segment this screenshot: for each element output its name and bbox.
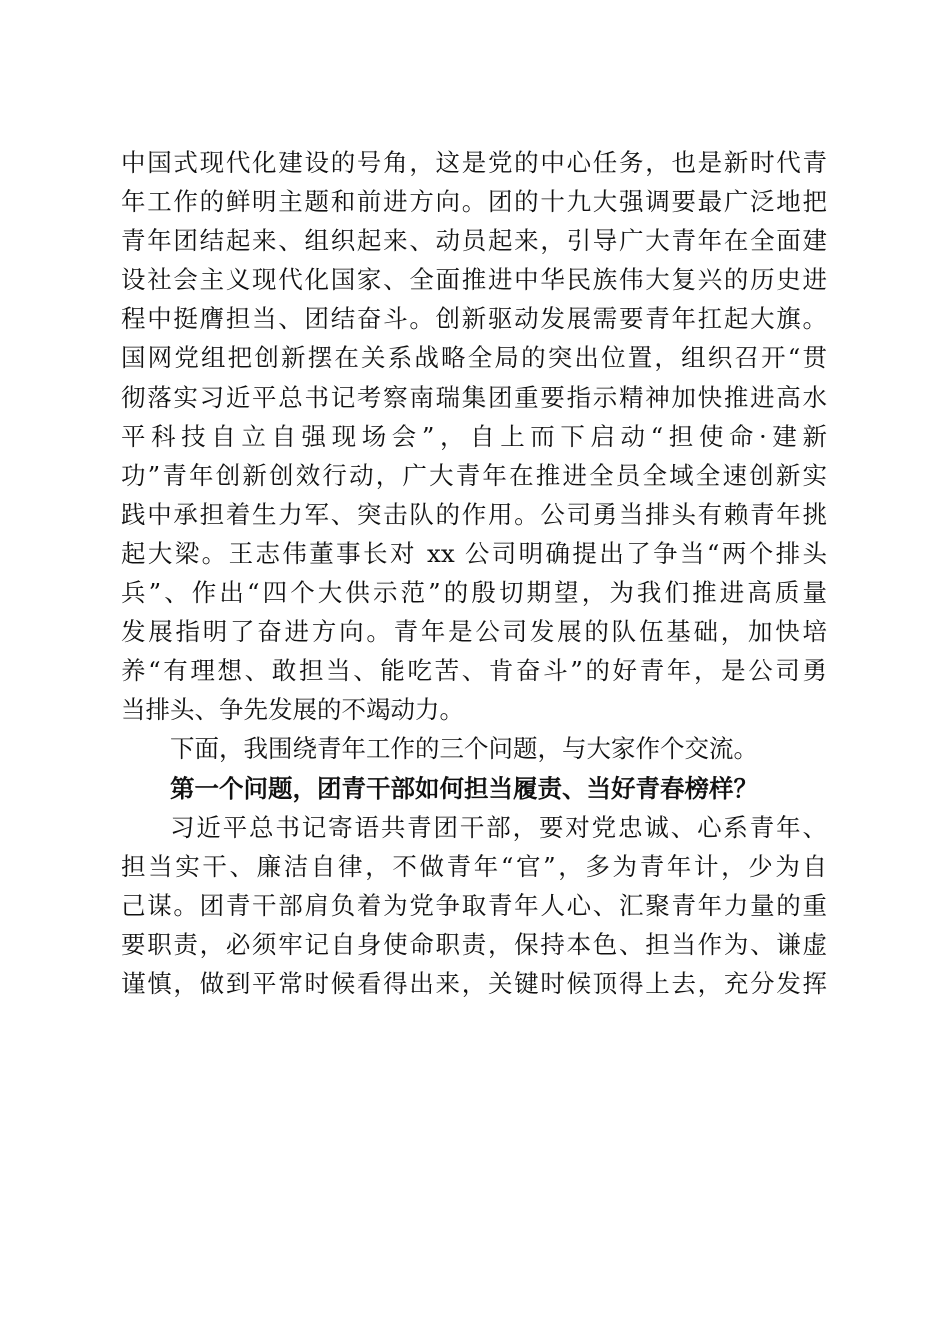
body-text-line: 下面，我围绕青年工作的三个问题，与大家作个交流。 [170, 734, 758, 764]
body-text-line: 程中挺膺担当、团结奋斗。创新驱动发展需要青年扛起大旗。 [121, 304, 827, 334]
body-text-line: 兵”、作出“四个大供示范”的殷切期望，为我们推进高质量 [121, 578, 827, 608]
body-text-line: 己谋。团青干部肩负着为党争取青年人心、汇聚青年力量的重 [121, 890, 827, 920]
body-text-line: 践中承担着生力军、突击队的作用。公司勇当排头有赖青年挑 [121, 499, 827, 529]
body-text-line: 起大梁。王志伟董事长对 xx 公司明确提出了争当“两个排头 [121, 538, 827, 568]
body-text-line: 国网党组把创新摆在关系战略全局的突出位置，组织召开“贯 [121, 343, 827, 373]
body-text-line: 设社会主义现代化国家、全面推进中华民族伟大复兴的历史进 [121, 265, 827, 295]
body-text-line: 养“有理想、敢担当、能吃苦、肯奋斗”的好青年，是公司勇 [121, 656, 827, 686]
body-text-line: 要职责，必须牢记自身使命职责，保持本色、担当作为、谦虚 [121, 929, 827, 959]
body-text-line: 发展指明了奋进方向。青年是公司发展的队伍基础，加快培 [121, 617, 827, 647]
body-text-line: 当排头、争先发展的不竭动力。 [121, 695, 464, 725]
body-text-line: 中国式现代化建设的号角，这是党的中心任务，也是新时代青 [121, 148, 827, 177]
body-text-line: 谨慎，做到平常时候看得出来，关键时候顶得上去，充分发挥 [121, 968, 827, 998]
section-heading-line: 第一个问题，团青干部如何担当履责、当好青春榜样？ [170, 773, 758, 803]
body-text-line: 彻落实习近平总书记考察南瑞集团重要指示精神加快推进高水 [121, 382, 827, 412]
body-text-line: 年工作的鲜明主题和前进方向。团的十九大强调要最广泛地把 [121, 187, 827, 217]
body-text-line: 功”青年创新创效行动，广大青年在推进全员全域全速创新实 [121, 460, 827, 490]
document-body [121, 143, 827, 1003]
body-text-line: 担当实干、廉洁自律，不做青年“官”，多为青年计，少为自 [121, 851, 827, 881]
body-text-line: 青年团结起来、组织起来、动员起来，引导广大青年在全面建 [121, 226, 827, 256]
body-text-line: 习近平总书记寄语共青团干部，要对党忠诚、心系青年、 [170, 812, 827, 842]
body-text-line: 平科技自立自强现场会”，自上而下启动“担使命·建新 [121, 421, 827, 451]
